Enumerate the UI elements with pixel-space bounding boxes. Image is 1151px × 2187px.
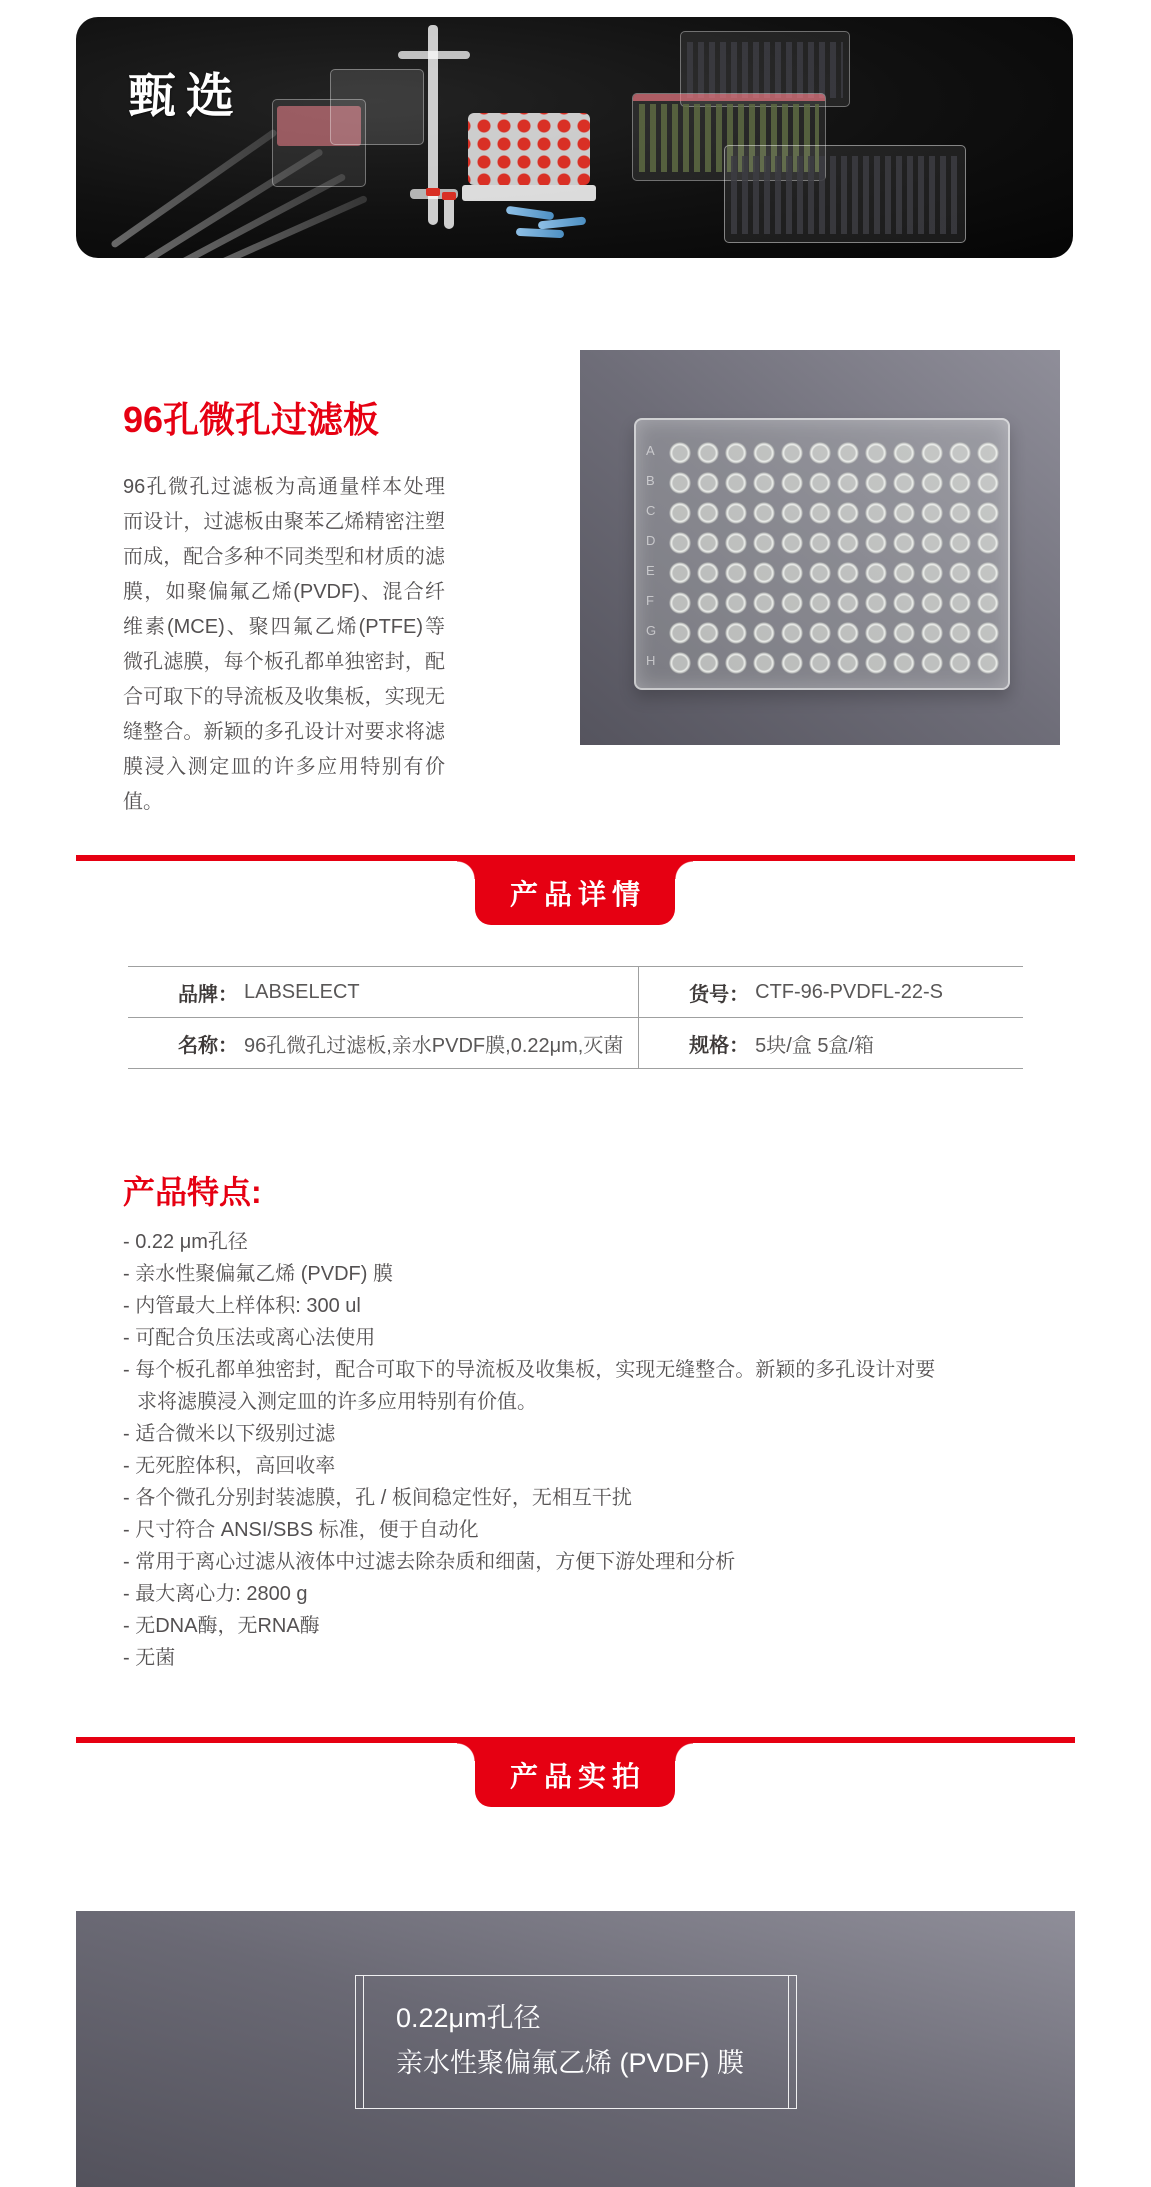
list-item: - 可配合负压法或离心法使用: [123, 1327, 376, 1349]
list-item: - 适合微米以下级别过滤: [123, 1423, 336, 1445]
product-title: 96孔微孔过滤板: [123, 399, 380, 441]
cell-value: CTF-96-PVDFL-22-S: [755, 980, 943, 1003]
cell-label: 规格：: [689, 1034, 750, 1057]
list-item: - 尺寸符合 ANSI/SBS 标准，便于自动化: [123, 1519, 479, 1541]
list-item: - 各个微孔分别封装滤膜，孔 / 板间稳定性好，无相互干扰: [123, 1487, 632, 1509]
cell-value: LABSELECT: [244, 980, 360, 1003]
blue-pipette-tip-icon: [506, 206, 555, 221]
spec-cell-item-no: [638, 967, 1023, 1017]
section-tab-details-label: 产品详情: [509, 879, 646, 910]
plate-row-label: H: [646, 653, 656, 668]
spec-cell-spec: [638, 1018, 1023, 1068]
cell-value: 5块/盒 5盒/箱: [755, 1034, 875, 1057]
gray-tips-icon: [687, 42, 843, 98]
plate-row-label: E: [646, 563, 655, 578]
pink-rim-icon: [633, 94, 825, 101]
table-row: [128, 1018, 1023, 1069]
cell-label: 名称：: [178, 1034, 238, 1057]
table-row: [128, 967, 1023, 1018]
section-tab-photos: [475, 1743, 675, 1807]
tube-rack-base-icon: [462, 185, 596, 201]
list-item: - 内管最大上样体积: 300 ul: [123, 1295, 361, 1317]
microtube-icon: [428, 195, 438, 225]
spec-cell-name: [128, 1018, 638, 1068]
product-photo-section: [76, 1911, 1075, 2187]
pipette-stand-icon: [428, 25, 438, 193]
plate-row-label: B: [646, 473, 655, 488]
red-cap-tube-rack-icon: [468, 113, 590, 185]
cell-label: 品牌：: [178, 983, 238, 1006]
plate-row-label: C: [646, 503, 656, 518]
product-description: 96孔微孔过滤板为高通量样本处理而设计，过滤板由聚苯乙烯精密注塑而成，配合多种不同类型和材质的滤膜，如聚偏氟乙烯(PVDF)、混合纤维素(MCE)、聚四氟乙烯(PTFE)等微孔滤膜，每个板孔都单独密封，配合可取下的导流板及收集板，实现无缝整合。新颖的多孔设计对要求将滤膜浸入测定皿的许多应用特别有价值。: [123, 476, 445, 813]
caption-line-1: 0.22μm孔径: [396, 2003, 541, 2033]
banner-photo: [76, 17, 1073, 258]
list-item: - 0.22 μm孔径: [123, 1231, 248, 1253]
list-item: - 最大离心力: 2800 g: [123, 1583, 308, 1605]
microtube-icon: [444, 199, 454, 229]
caption-line-2: 亲水性聚偏氟乙烯 (PVDF) 膜: [396, 2048, 744, 2078]
plate-row-label: G: [646, 623, 657, 638]
section-tab-photos-label: 产品实拍: [509, 1761, 646, 1792]
product-photo: [580, 350, 1060, 745]
plate-row-label: A: [646, 443, 655, 458]
list-item: - 无DNA酶，无RNA酶: [123, 1615, 320, 1637]
list-item: - 常用于离心过滤从液体中过滤去除杂质和细菌，方便下游处理和分析: [123, 1551, 736, 1573]
96-well-plate-image: [634, 418, 1010, 690]
list-item: - 亲水性聚偏氟乙烯 (PVDF) 膜: [123, 1263, 393, 1285]
spec-cell-brand: [128, 967, 638, 1017]
list-item: - 每个板孔都单独密封，配合可取下的导流板及收集板，实现无缝整合。新颖的多孔设计对要求将滤膜浸入测定皿的许多应用特别有价值。: [123, 1359, 936, 1413]
cell-value: 96孔微孔过滤板,亲水PVDF膜,0.22μm,灭菌: [244, 1034, 624, 1057]
spec-table: [128, 966, 1023, 1069]
tip-box-stack-icon: [724, 145, 966, 243]
list-item: - 无死腔体积，高回收率: [123, 1455, 336, 1477]
section-tab-details: [475, 861, 675, 925]
clear-tip-box-icon: [330, 69, 424, 145]
list-item: - 无菌: [123, 1647, 176, 1669]
plate-row-label: F: [646, 593, 654, 608]
cell-label: 货号：: [689, 983, 750, 1006]
features-list: [123, 1226, 947, 1674]
photo-caption: [356, 1976, 796, 2086]
gray-tips-icon: [731, 156, 959, 234]
well-grid: [666, 438, 1002, 678]
features-heading: 产品特点:: [123, 1173, 262, 1210]
blue-pipette-tip-icon: [516, 228, 564, 239]
brand-logo: 甄选: [128, 70, 245, 123]
photo-caption-box: [355, 1975, 797, 2109]
plate-row-label: D: [646, 533, 656, 548]
